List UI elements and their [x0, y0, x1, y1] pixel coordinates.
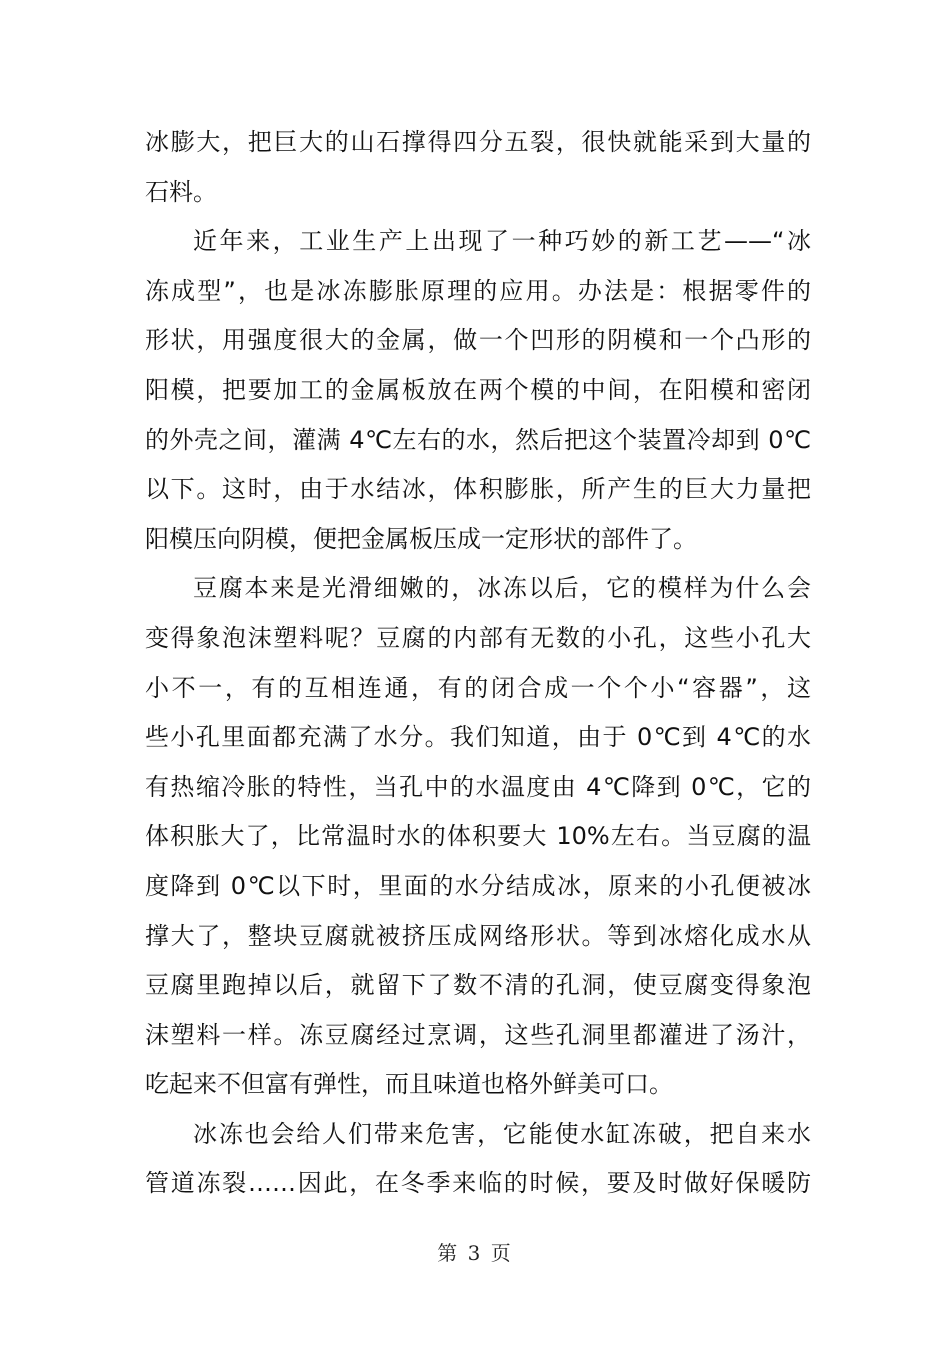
- text-line: 吃起来不但富有弹性，而且味道也格外鲜美可口。: [145, 1070, 673, 1099]
- text-line: 的外壳之间，灌满 4℃左右的水，然后把这个装置冷却到 0℃: [145, 425, 811, 454]
- text-line: 冰膨大，把巨大的山石撑得四分五裂，很快就能采到大量的: [145, 128, 811, 156]
- text-line: 冰冻也会给人们带来危害，它能使水缸冻破，把自来水: [193, 1119, 811, 1148]
- text-line: 阳模压向阴模，便把金属板压成一定形状的部件了。: [145, 524, 697, 553]
- text-line: 体积胀大了，比常温时水的体积要大 10%左右。当豆腐的温: [145, 822, 811, 851]
- text-line: 管道冻裂……因此，在冬季来临的时候，要及时做好保暖防: [145, 1169, 811, 1198]
- body-text: [145, 118, 811, 1209]
- text-line: 有热缩冷胀的特性，当孔中的水温度由 4℃降到 0℃，它的: [145, 772, 811, 801]
- text-line: 豆腐里跑掉以后，就留下了数不清的孔洞，使豆腐变得象泡: [145, 971, 811, 1000]
- text-line: 沫塑料一样。冻豆腐经过烹调，这些孔洞里都灌进了汤汁，: [145, 1020, 811, 1049]
- text-line: 以下。这时，由于水结冰，体积膨胀，所产生的巨大力量把: [145, 475, 811, 504]
- text-line: 阳模，把要加工的金属板放在两个模的中间，在阳模和密闭: [145, 375, 811, 404]
- text-line: 度降到 0℃以下时，里面的水分结成冰，原来的小孔便被冰: [145, 871, 811, 900]
- text-line: 小不一，有的互相连通，有的闭合成一个个小“容器”，这: [145, 673, 811, 702]
- text-line: 石料。: [145, 177, 217, 206]
- page-number: 第 3 页: [437, 1241, 513, 1265]
- text-line: 近年来，工业生产上出现了一种巧妙的新工艺——“冰: [193, 227, 811, 256]
- text-line: 撑大了，整块豆腐就被挤压成网络形状。等到冰熔化成水从: [145, 921, 811, 950]
- text-line: 豆腐本来是光滑细嫩的，冰冻以后，它的模样为什么会: [193, 574, 811, 603]
- text-line: 些小孔里面都充满了水分。我们知道，由于 0℃到 4℃的水: [145, 723, 811, 752]
- text-line: 变得象泡沫塑料呢？豆腐的内部有无数的小孔，这些小孔大: [145, 623, 811, 652]
- text-line: 形状，用强度很大的金属，做一个凹形的阴模和一个凸形的: [145, 326, 811, 355]
- text-line: 冻成型”，也是冰冻膨胀原理的应用。办法是：根据零件的: [145, 276, 811, 305]
